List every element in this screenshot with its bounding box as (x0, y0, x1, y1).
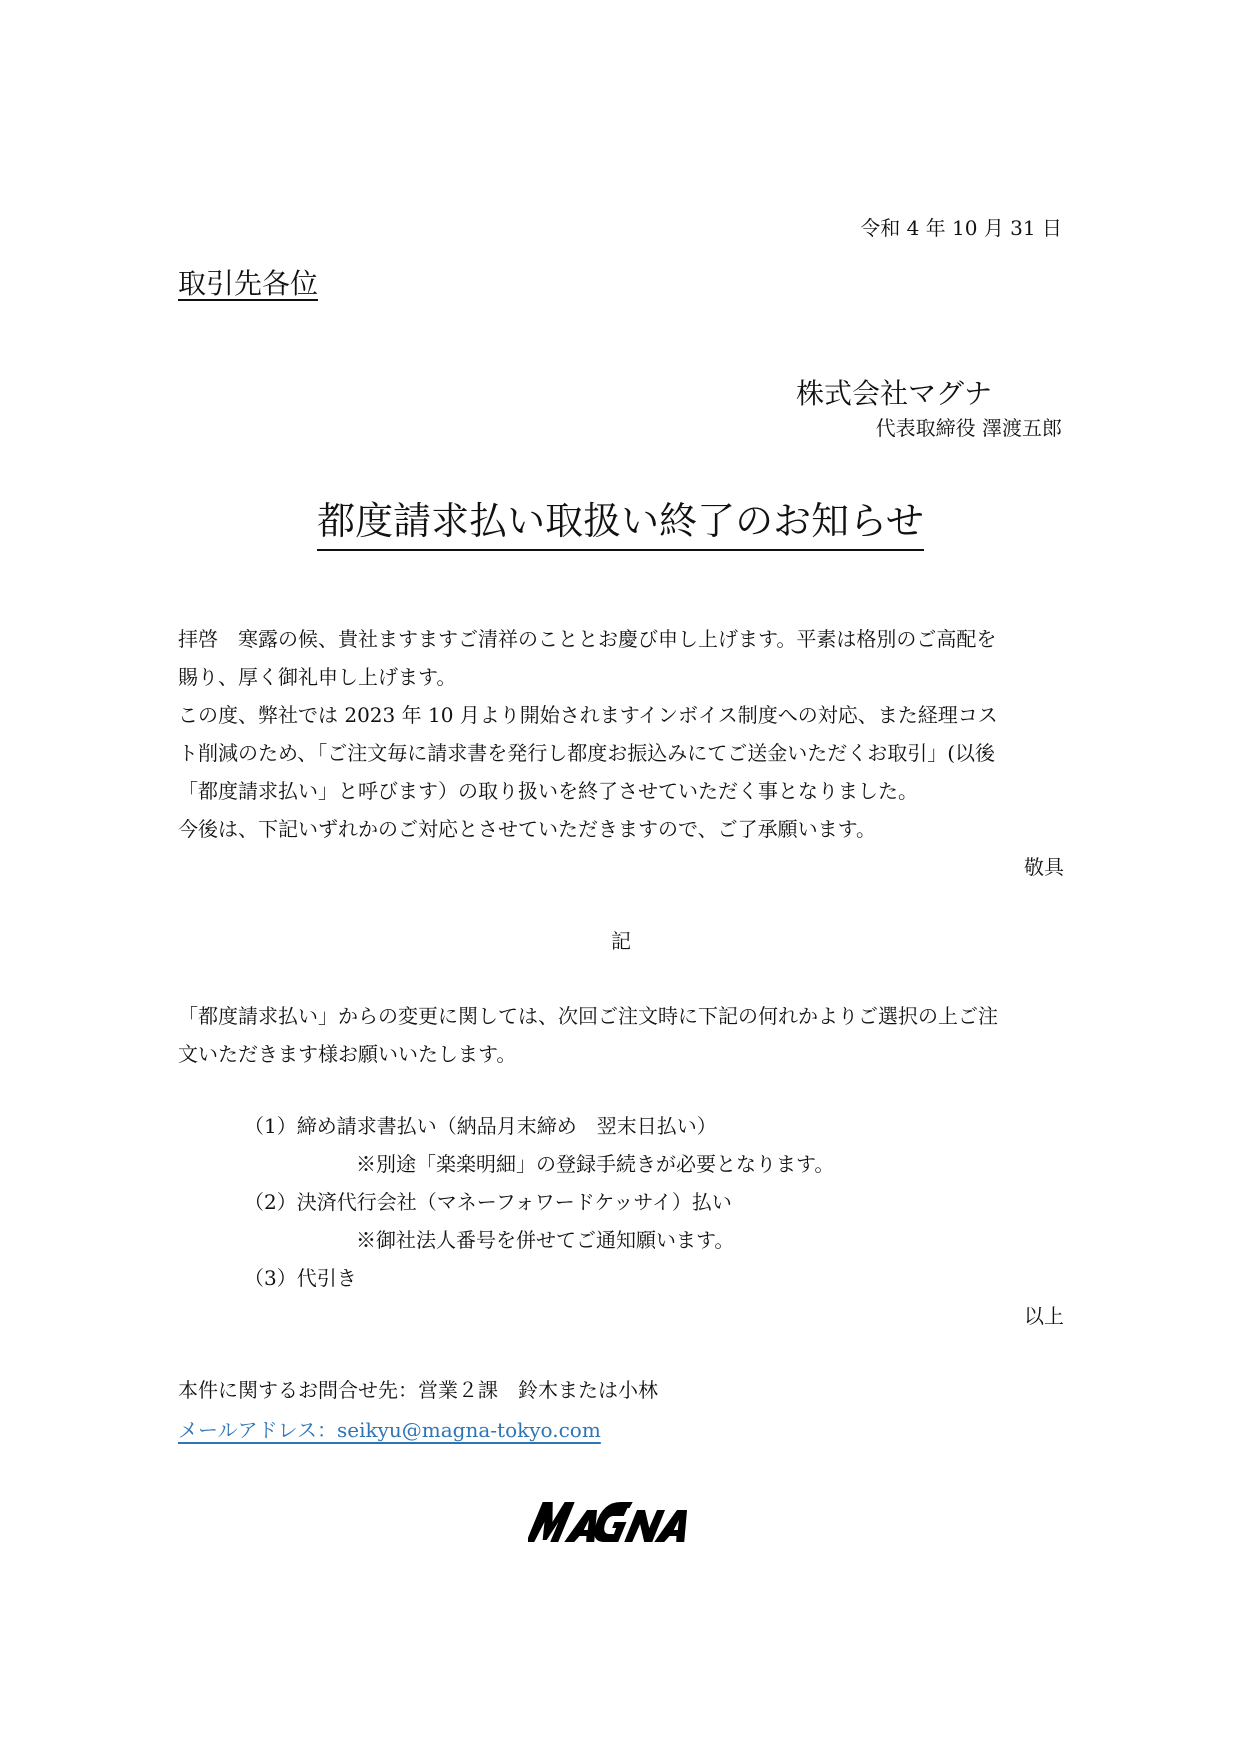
paragraph-line: ト削減のため、「ご注文毎に請求書を発行し都度お振込みにてご送金いただくお取引」(以後 (178, 741, 996, 765)
intro-line: 文いただきます様お願いいたします。 (178, 1042, 517, 1066)
contact-block (178, 1370, 658, 1450)
intro-line: 「都度請求払い」からの変更に関しては、次回ご注文時に下記の何れかよりご選択の上ご注 (178, 1004, 998, 1028)
end-mark: 以上 (1024, 1304, 1064, 1328)
paragraph-line: この度、弊社では 2023 年 10 月より開始されますインボイス制度への対応、また経理コス (178, 703, 998, 727)
options-list (178, 1107, 1064, 1335)
closing-keigu: 敬具 (1024, 855, 1064, 879)
option-item: （3）代引き (244, 1266, 357, 1290)
option-item: （1）締め請求書払い（納品月末締め 翌末日払い） (244, 1114, 717, 1138)
option-note: ※御社法人番号を併せてご通知願います。 (356, 1228, 735, 1252)
intro-text (178, 997, 1064, 1073)
option-item: （2）決済代行会社（マネーフォワードケッサイ）払い (244, 1190, 732, 1214)
ki-heading: 記 (611, 929, 631, 953)
paragraph-line: 「都度請求払い」と呼びます）の取り扱いを終了させていただく事となりました。 (178, 779, 918, 803)
option-note: ※別途「楽楽明細」の登録手続きが必要となります。 (356, 1152, 835, 1176)
inquiry-line: 本件に関するお問合せ先：営業２課 鈴木または小林 (178, 1378, 658, 1402)
addressee: 取引先各位 (178, 267, 319, 300)
document-title: 都度請求払い取扱い終了のお知らせ (317, 499, 924, 551)
body-text (178, 620, 1064, 886)
document-title-wrap (0, 490, 1241, 545)
magna-logo (528, 1496, 708, 1544)
representative: 代表取締役 澤渡五郎 (875, 416, 1062, 440)
document-date: 令和 4 年 10 月 31 日 (860, 216, 1062, 240)
email-link[interactable]: メールアドレス：seikyu@magna-tokyo.com (178, 1418, 601, 1442)
paragraph-line: 賜り、厚く御礼申し上げます。 (178, 665, 457, 689)
paragraph-line: 今後は、下記いずれかのご対応とさせていただきますので、ご了承願います。 (178, 817, 876, 841)
company-name: 株式会社マグナ (795, 377, 992, 410)
paragraph-line: 拝啓 寒露の候、貴社ますますご清祥のこととお慶び申し上げます。平素は格別のご高配を (178, 627, 997, 651)
